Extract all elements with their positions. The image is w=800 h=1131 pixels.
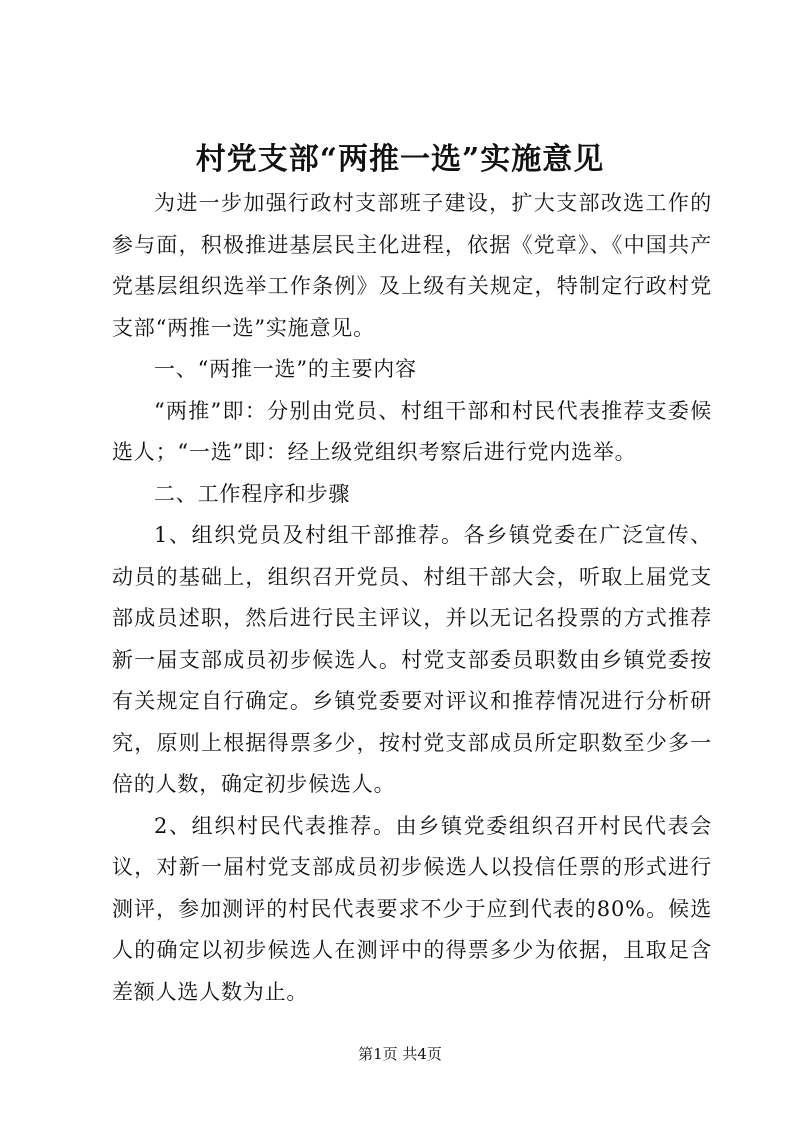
document-body — [112, 183, 712, 1013]
page-title: 村党支部“两推一选”实施意见 — [195, 142, 605, 177]
procedure-step-1-paragraph: 1、组织党员及村组干部推荐。各乡镇党委在广泛宣传、动员的基础上，组织召开党员、村组干部大会，听取上届党支部成员述职，然后进行民主评议，并以无记名投票的方式推荐新一届支部成员初步候选人。村党支部委员职数由乡镇党委按有关规定自行确定。乡镇党委要对评议和推荐情况进行分析研究，原则上根据得票多少，按村党支部成员所定职数至少多一倍的人数，确定初步候选人。 — [112, 523, 712, 796]
main-content-paragraph: “两推”即：分别由党员、村组干部和村民代表推荐支委候选人；“一选”即：经上级党组织考察后进行党内选举。 — [112, 398, 712, 464]
intro-paragraph: 为进一步加强行政村支部班子建设，扩大支部改选工作的参与面，积极推进基层民主化进程，依据《党章》、《中国共产党基层组织选举工作条例》及上级有关规定，特制定行政村党支部“两推一选”实施意见。 — [112, 191, 712, 340]
section-heading-main-content: 一、“两推一选”的主要内容 — [154, 357, 417, 381]
page-number-footer: 第1页 共4页 — [358, 1045, 442, 1063]
section-heading-procedure: 二、工作程序和步骤 — [154, 481, 351, 506]
procedure-step-2-paragraph: 2、组织村民代表推荐。由乡镇党委组织召开村民代表会议，对新一届村党支部成员初步候选人以投信任票的形式进行测评，参加测评的村民代表要求不少于应到代表的80%。候选人的确定以初步候选人在测评中的得票多少为依据，且取足含差额人选人数为止。 — [112, 813, 712, 1004]
